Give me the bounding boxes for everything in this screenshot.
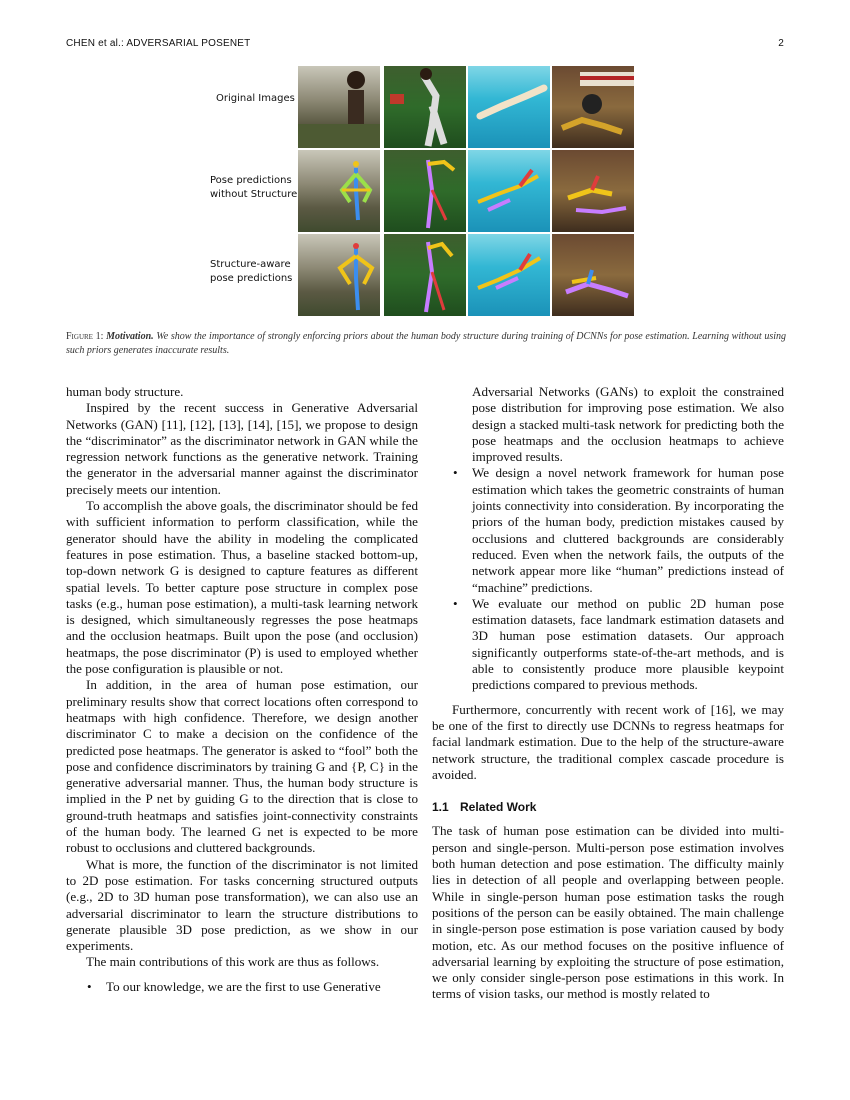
right-column bbox=[432, 384, 784, 1003]
photo-structure-aware-4 bbox=[552, 234, 634, 316]
photo-original-3 bbox=[468, 66, 550, 148]
contribution-bullet-1-cont: Adversarial Networks (GANs) to exploit the constrained pose distribution for improving pose estimation. We also design a stacked multi-task network for predicting both the pose heatmaps and the occlusion heatmaps to achieve improved results. bbox=[472, 384, 784, 465]
left-paragraph-0: human body structure. bbox=[66, 384, 184, 399]
caption-bold: Motivation. bbox=[106, 331, 154, 342]
photo-no-structure-3 bbox=[468, 150, 550, 232]
row-label-structure-aware: Structure-aware pose predictions bbox=[210, 259, 293, 284]
section-title: Related Work bbox=[460, 800, 537, 815]
contribution-bullet-1: • To our knowledge, we are the first to use Generative bbox=[106, 979, 418, 995]
figure-caption bbox=[66, 330, 786, 358]
photo-structure-aware-1 bbox=[298, 234, 380, 316]
left-paragraph-2: To accomplish the above goals, the discriminator should be fed with sufficient information to perform classification, while the generator should have the ability in modeling the complicated features in pose estimation. Thus, a baseline stacked bottom-up, top-down network G is designed to capture features as different spatial levels. To better capture pose structure in complex pose tasks (e.g., human pose estimation), a multi-task learning network is designed, which simultaneously regresses the pose heatmaps and the occlusion heatmaps. Built upon the pose (and occlusion) heatmaps, the pose discriminator (P) is used to employed whether the pose configuration is plausible or not. bbox=[66, 498, 418, 677]
photo-structure-aware-3 bbox=[468, 234, 550, 316]
caption-label: Figure 1: bbox=[66, 331, 104, 342]
photo-no-structure-2 bbox=[384, 150, 466, 232]
running-title: CHEN et al.: ADVERSARIAL POSENET bbox=[66, 38, 251, 49]
page-number: 2 bbox=[778, 38, 784, 49]
caption-text: We show the importance of strongly enforcing priors about the human body structure during training of DCNNs for pose estimation. Learning without using such priors generates inaccurate results. bbox=[66, 331, 787, 356]
left-paragraph-1: Inspired by the recent success in Generative Adversarial Networks (GAN) [11], [12], [13], [14], [15], we propose to design the “discriminator” as the discriminator network in GAN while the regression network functions as the generative network. Training the generator in the adversarial manner against the discriminator precisely meets our intention. bbox=[66, 400, 418, 497]
contribution-bullet-2: • We design a novel network framework for human pose estimation which takes the geometric constraints of human joints connectivity into consideration. By incorporating the priors of the human body, prediction mistakes caused by occlusions and cluttered backgrounds are considerably reduced. Even when the network fails, the outputs of the network appear more like “human” predictions instead of “machine” predictions. bbox=[472, 465, 784, 595]
photo-original-4 bbox=[552, 66, 634, 148]
section-number: 1.1 bbox=[432, 800, 449, 815]
photo-original-1 bbox=[298, 66, 380, 148]
right-paragraph-2: The task of human pose estimation can be divided into multi-person and single-person. Multi-person pose estimation involves both human detection and pose estimation. The difficulty mainly lies in detection of all people and overlapping between people. While in single-person human pose estimation tasks the rough positions of the person can be easily obtained. The main challenge in single-person pose estimation is pose variation caused by body motion, etc. As our method focuses on the positive influence of adversarial learning by exploiting the structure of pose estimation, we only consider single-person pose estimations in this work. In terms of vision tasks, our method is mostly related to bbox=[432, 823, 784, 1002]
right-paragraph-1: Furthermore, concurrently with recent work of [16], we may be one of the first to directly use DCNNs to regress heatmaps for facial landmark estimation. Due to the help of the structure-aware network structure, the traditional complex cascade procedure is avoided. bbox=[432, 701, 784, 782]
left-column bbox=[66, 384, 418, 995]
contributions-list bbox=[432, 384, 784, 694]
section-heading bbox=[432, 799, 784, 815]
photo-original-2 bbox=[384, 66, 466, 148]
contributions-list-start bbox=[66, 979, 418, 995]
contribution-bullet-3: • We evaluate our method on public 2D human pose estimation datasets, face landmark estimation datasets and 3D human pose estimation datasets. Our approach significantly outperforms state-of-the-art methods, and is able to consistently produce more plausible keypoint predictions compared to previous methods. bbox=[472, 596, 784, 694]
left-paragraph-3: In addition, in the area of human pose estimation, our preliminary results show that correct locations often correspond to heatmaps with high confidence. Therefore, we design another discriminator C to make a decision on the confidence of the predicted pose heatmaps. The generator is asked to “fool” both the pose and confidence discriminators by training G and {P, C} in the generative adversarial manner. Thus, the human body structure is implied in the P net by guiding G to the direction that is close to ground-truth heatmaps and satisfies joint-connectivity constraints of the human body. The learned G net is expected to be more robust to occlusions and cluttered backgrounds. bbox=[66, 677, 418, 856]
running-header bbox=[66, 38, 784, 52]
photo-structure-aware-2 bbox=[384, 234, 466, 316]
photo-no-structure-1 bbox=[298, 150, 380, 232]
photo-no-structure-4 bbox=[552, 150, 634, 232]
left-paragraph-5: The main contributions of this work are thus as follows. bbox=[86, 954, 380, 970]
left-paragraph-4: What is more, the function of the discriminator is not limited to 2D pose estimation. For tasks concerning structured outputs (e.g., 2D to 3D human pose transformation), we can also use an adversarial discriminator to learn the structure distributions to generate plausible 3D pose prediction, as we show in our experiments. bbox=[66, 856, 418, 954]
row-label-without-structure: Pose predictions without Structure bbox=[210, 175, 298, 200]
figure-1 bbox=[200, 66, 642, 318]
row-label-original: Original Images bbox=[216, 93, 295, 104]
